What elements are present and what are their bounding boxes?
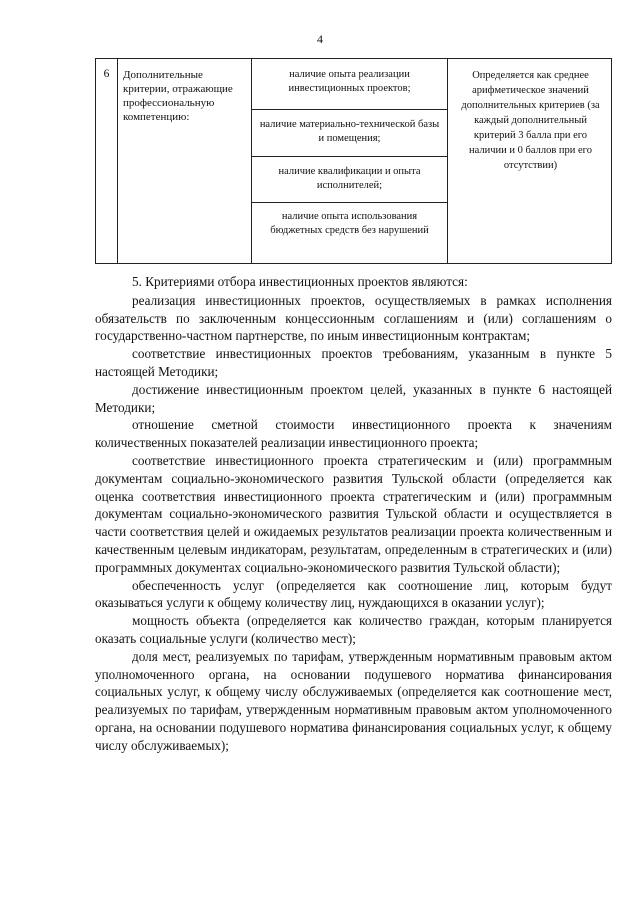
- section-heading: 5. Критериями отбора инвестиционных проектов являются:: [132, 274, 468, 289]
- criterion-paragraph: обеспеченность услуг (определяется как соотношение лиц, которым будут оказываться услуги к общему количеству лиц, нуждающихся в оказании услуг);: [95, 577, 612, 611]
- criterion-paragraph: соответствие инвестиционного проекта стратегическим и (или) программным документам социально-экономического развития Тульской области (определяется как оценка соответствия инвестиционного проекта стратегическим и (или) программным документам социально-экономического развития Тульской области и осуществляется в части соответствия целей и ожидаемых результатов реализации проекта количественным и качественным целевым индикаторам, результатам, определенным в стратегических и (или) программных документах социально-экономического развития Тульской области);: [95, 452, 612, 575]
- sub-divider: [252, 202, 447, 203]
- sub-item-budget-funds: наличие опыта использования бюджетных средств без нарушений: [270, 211, 429, 236]
- table-row-number: 6: [96, 59, 118, 263]
- criteria-table: [95, 58, 612, 264]
- sub-divider: [252, 156, 447, 157]
- sub-item-material-base: наличие материально-технической базы и помещения;: [259, 119, 440, 144]
- criterion-paragraph: мощность объекта (определяется как количество граждан, которым планируется оказать социальные услуги (количество мест);: [95, 613, 612, 646]
- table-score-rule: Определяется как среднее арифметическое значений дополнительных критериев (за каждый дополнительный критерий 3 балла при его наличии и 0 баллов при его отсутствии): [461, 70, 600, 171]
- criterion-paragraph: достижение инвестиционным проектом целей, указанных в пункте 6 настоящей Методики;: [95, 381, 612, 415]
- criterion-paragraph: соответствие инвестиционных проектов требованиям, указанным в пункте 5 настоящей Методики;: [95, 346, 612, 379]
- sub-item-qualification: наличие квалификации и опыта исполнителей;: [278, 166, 421, 191]
- document-body: [95, 273, 612, 755]
- criterion-paragraph: отношение сметной стоимости инвестиционного проекта к значениям количественных показателей реализации инвестиционного проекта;: [95, 417, 612, 451]
- sub-divider: [252, 109, 447, 110]
- table-criterion-name: Дополнительные критерии, отражающие профессиональную компетенцию:: [118, 59, 252, 263]
- table-sub-items: [252, 59, 448, 263]
- page-number: 4: [317, 32, 323, 46]
- criterion-paragraph: доля мест, реализуемых по тарифам, утвержденным нормативным правовым актом уполномоченного органа, на основании подушевого норматива финансирования социальных услуг, к общему числу обслуживаемых (определяется как соотношение мест, реализуемых по тарифам, утвержденным нормативным правовым актом уполномоченного органа, на основании подушевого норматива финансирования социальных услуг, к общему числу обслуживаемых);: [95, 648, 612, 753]
- criterion-paragraph: реализация инвестиционных проектов, осуществляемых в рамках исполнения обязательств по заключенным концессионным соглашениям и (или) соглашениям о государственно-частном партнерстве, по иным инвестиционным контрактам;: [95, 292, 612, 344]
- sub-item-investment-experience: наличие опыта реализации инвестиционных проектов;: [288, 69, 411, 94]
